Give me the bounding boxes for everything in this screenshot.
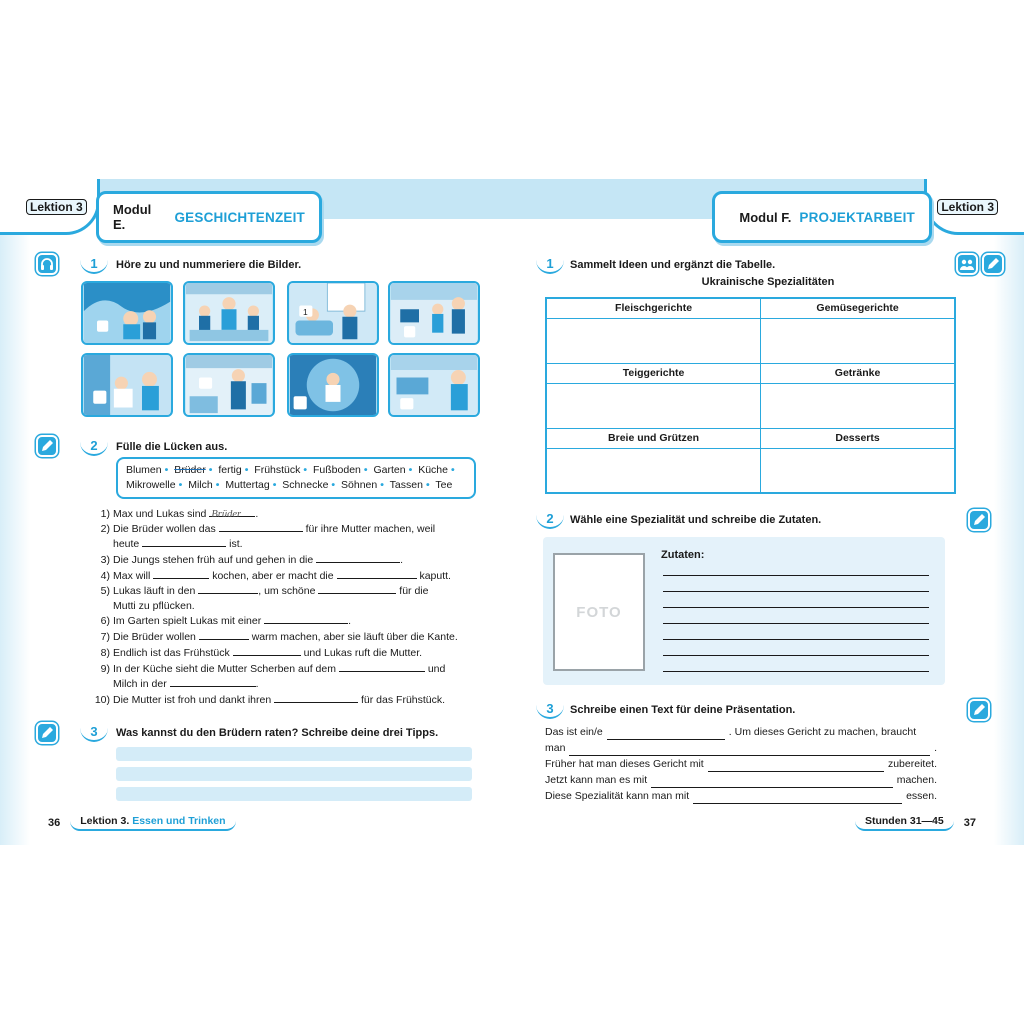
ingredient-line[interactable] [663, 607, 929, 608]
answer-field[interactable] [651, 777, 893, 788]
table-header: Breie und Grützen [546, 428, 761, 448]
table-header: Gemüsegerichte [761, 298, 955, 318]
textbook-spread [0, 179, 1024, 845]
table-cell[interactable] [546, 318, 761, 363]
lektion-label: Lektion 3 [26, 199, 87, 215]
task-instruction: Fülle die Lücken aus. [116, 441, 228, 453]
answer-field[interactable]: Brüder [209, 507, 255, 517]
table-header: Teiggerichte [546, 363, 761, 383]
side-band [0, 179, 30, 845]
sentence-2-cont: heute ist. [113, 538, 243, 550]
group-icon [956, 253, 978, 275]
pencil-icon [36, 722, 58, 744]
answer-field[interactable] [569, 745, 930, 756]
sentence-3: 3) Die Jungs stehen früh auf und gehen in die . [100, 554, 404, 566]
text-line-5: Diese Spezialität kann man mit essen. [545, 790, 937, 802]
pencil-icon [982, 253, 1004, 275]
sentence-2: 2) Die Brüder wollen das für ihre Mutter machen, weil [100, 523, 436, 535]
task-instruction: Wähle eine Spezialität und schreibe die Zutaten. [570, 514, 822, 526]
task-number: 1 [80, 254, 108, 274]
sentence-9-cont: Milch in der . [113, 678, 259, 690]
table-cell[interactable] [761, 318, 955, 363]
modul-title: GESCHICHTENZEIT [174, 209, 305, 225]
tip-line-2[interactable] [116, 767, 472, 781]
photo-placeholder[interactable] [553, 553, 645, 671]
task-number: 2 [80, 436, 108, 456]
tip-line-1[interactable] [116, 747, 472, 761]
story-picture-8 [388, 353, 480, 417]
answer-field[interactable] [264, 614, 348, 624]
text-line-1: Das ist ein/e . Um dieses Gericht zu machen, braucht [545, 726, 917, 738]
answer-field[interactable] [318, 584, 396, 594]
word: Küche [418, 464, 448, 476]
table-header: Fleischgerichte [546, 298, 761, 318]
story-picture-1 [81, 281, 173, 345]
ingredient-line[interactable] [663, 591, 929, 592]
table-header: Desserts [761, 428, 955, 448]
task-instruction: Schreibe einen Text für deine Präsentation. [570, 704, 796, 716]
table-cell[interactable] [761, 448, 955, 493]
right-page [512, 179, 1024, 845]
table-cell[interactable] [546, 448, 761, 493]
table-header: Getränke [761, 363, 955, 383]
page-footer [855, 815, 976, 831]
tip-line-3[interactable] [116, 787, 472, 801]
answer-field[interactable] [199, 630, 249, 640]
word: Blumen [126, 464, 162, 476]
ingredients-label: Zutaten: [661, 549, 705, 561]
answer-field[interactable] [170, 677, 256, 687]
sentence-5: 5) Lukas läuft in den , um schöne für die [100, 585, 429, 597]
footer-title: Lektion 3. Essen und Trinken [70, 815, 235, 831]
table-cell[interactable] [761, 383, 955, 428]
page-number: 37 [963, 817, 976, 829]
page-number: 36 [48, 817, 61, 829]
sentence-5-cont: Mutti zu pflücken. [113, 600, 195, 612]
pencil-icon [36, 435, 58, 457]
sentence-7: 7) Die Brüder wollen warm machen, aber sie läuft über die Kante. [100, 631, 458, 643]
answer-field[interactable] [153, 569, 209, 579]
story-picture-5 [81, 353, 173, 417]
task-instruction: Was kannst du den Brüdern raten? Schreibe deine drei Tipps. [116, 727, 439, 739]
word: Söhnen [341, 479, 378, 491]
story-picture-2 [183, 281, 275, 345]
sentence-4: 4) Max will kochen, aber er macht die kaputt. [100, 570, 451, 582]
answer-field[interactable] [198, 584, 258, 594]
word-bank-line-2: Mikrowelle • Milch • Muttertag • Schnecke • Söhnen • Tassen • Tee [126, 479, 453, 491]
modul-prefix: Modul F. [739, 209, 792, 225]
story-picture-3 [287, 281, 379, 345]
answer-field[interactable] [142, 537, 226, 547]
story-picture-7 [287, 353, 379, 417]
word-crossed: Brüder [174, 464, 206, 476]
story-picture-6 [183, 353, 275, 417]
ingredient-line[interactable] [663, 639, 929, 640]
photo-label: FOTO [576, 603, 622, 621]
ingredient-line[interactable] [663, 575, 929, 576]
word: fertig [218, 464, 242, 476]
sentence-1: 1) Max und Lukas sind Brüder . [100, 508, 259, 520]
page-footer [48, 815, 236, 831]
footer-title: Stunden 31—45 [855, 815, 954, 831]
text-line-2: man . [545, 742, 937, 754]
left-page [0, 179, 512, 845]
task-number: 2 [536, 509, 564, 529]
ingredient-line[interactable] [663, 655, 929, 656]
word: Frühstück [254, 464, 301, 476]
headphones-icon [36, 253, 58, 275]
sentence-9: 9) In der Küche sieht die Mutter Scherben auf dem und [100, 663, 446, 675]
word: Schnecke [282, 479, 329, 491]
word: Milch [188, 479, 213, 491]
sentence-10: 10) Die Mutter ist froh und dankt ihren für das Frühstück. [94, 694, 446, 706]
answer-field[interactable] [219, 522, 303, 532]
specialities-table [545, 297, 956, 494]
answer-field[interactable] [693, 793, 902, 804]
word-bank-line-1: Blumen • Brüder • fertig • Frühstück • Fußboden • Garten • Küche • [126, 464, 455, 476]
sentence-8: 8) Endlich ist das Frühstück und Lukas ruft die Mutter. [100, 647, 423, 659]
task-number: 3 [536, 699, 564, 719]
word: Muttertag [225, 479, 270, 491]
pencil-icon [968, 699, 990, 721]
answer-field[interactable] [274, 693, 358, 703]
task-number: 1 [536, 254, 564, 274]
word: Garten [373, 464, 406, 476]
sentence-6: 6) Im Garten spielt Lukas mit einer . [100, 615, 352, 627]
word: Tee [435, 479, 453, 491]
task-instruction: Höre zu und nummeriere die Bilder. [116, 259, 302, 271]
ingredient-line[interactable] [663, 623, 929, 624]
text-line-3: Früher hat man dieses Gericht mit zubereitet. [545, 758, 937, 770]
task-instruction: Sammelt Ideen und ergänzt die Tabelle. [570, 259, 776, 271]
word: Fußboden [313, 464, 361, 476]
word: Tassen [389, 479, 423, 491]
ingredient-line[interactable] [663, 671, 929, 672]
word-bank [116, 457, 476, 499]
story-picture-4 [388, 281, 480, 345]
modul-header [712, 191, 932, 243]
ingredients-panel [543, 537, 945, 685]
answer-field[interactable] [339, 662, 425, 672]
task-number: 3 [80, 722, 108, 742]
answer-field[interactable] [233, 646, 301, 656]
lektion-label: Lektion 3 [937, 199, 998, 215]
table-title: Ukrainische Spezialitäten [701, 276, 835, 288]
text-line-4: Jetzt kann man es mit machen. [545, 774, 937, 786]
table-cell[interactable] [546, 383, 761, 428]
answer-field[interactable] [708, 761, 884, 772]
modul-title: PROJEKTARBEIT [799, 209, 915, 225]
pencil-icon [968, 509, 990, 531]
svg-text:1: 1 [303, 306, 308, 317]
modul-prefix: Modul E. [113, 202, 152, 232]
answer-field[interactable] [337, 569, 417, 579]
answer-field[interactable] [316, 553, 400, 563]
answer-field[interactable] [607, 730, 725, 740]
word: Mikrowelle [126, 479, 176, 491]
modul-header [96, 191, 322, 243]
